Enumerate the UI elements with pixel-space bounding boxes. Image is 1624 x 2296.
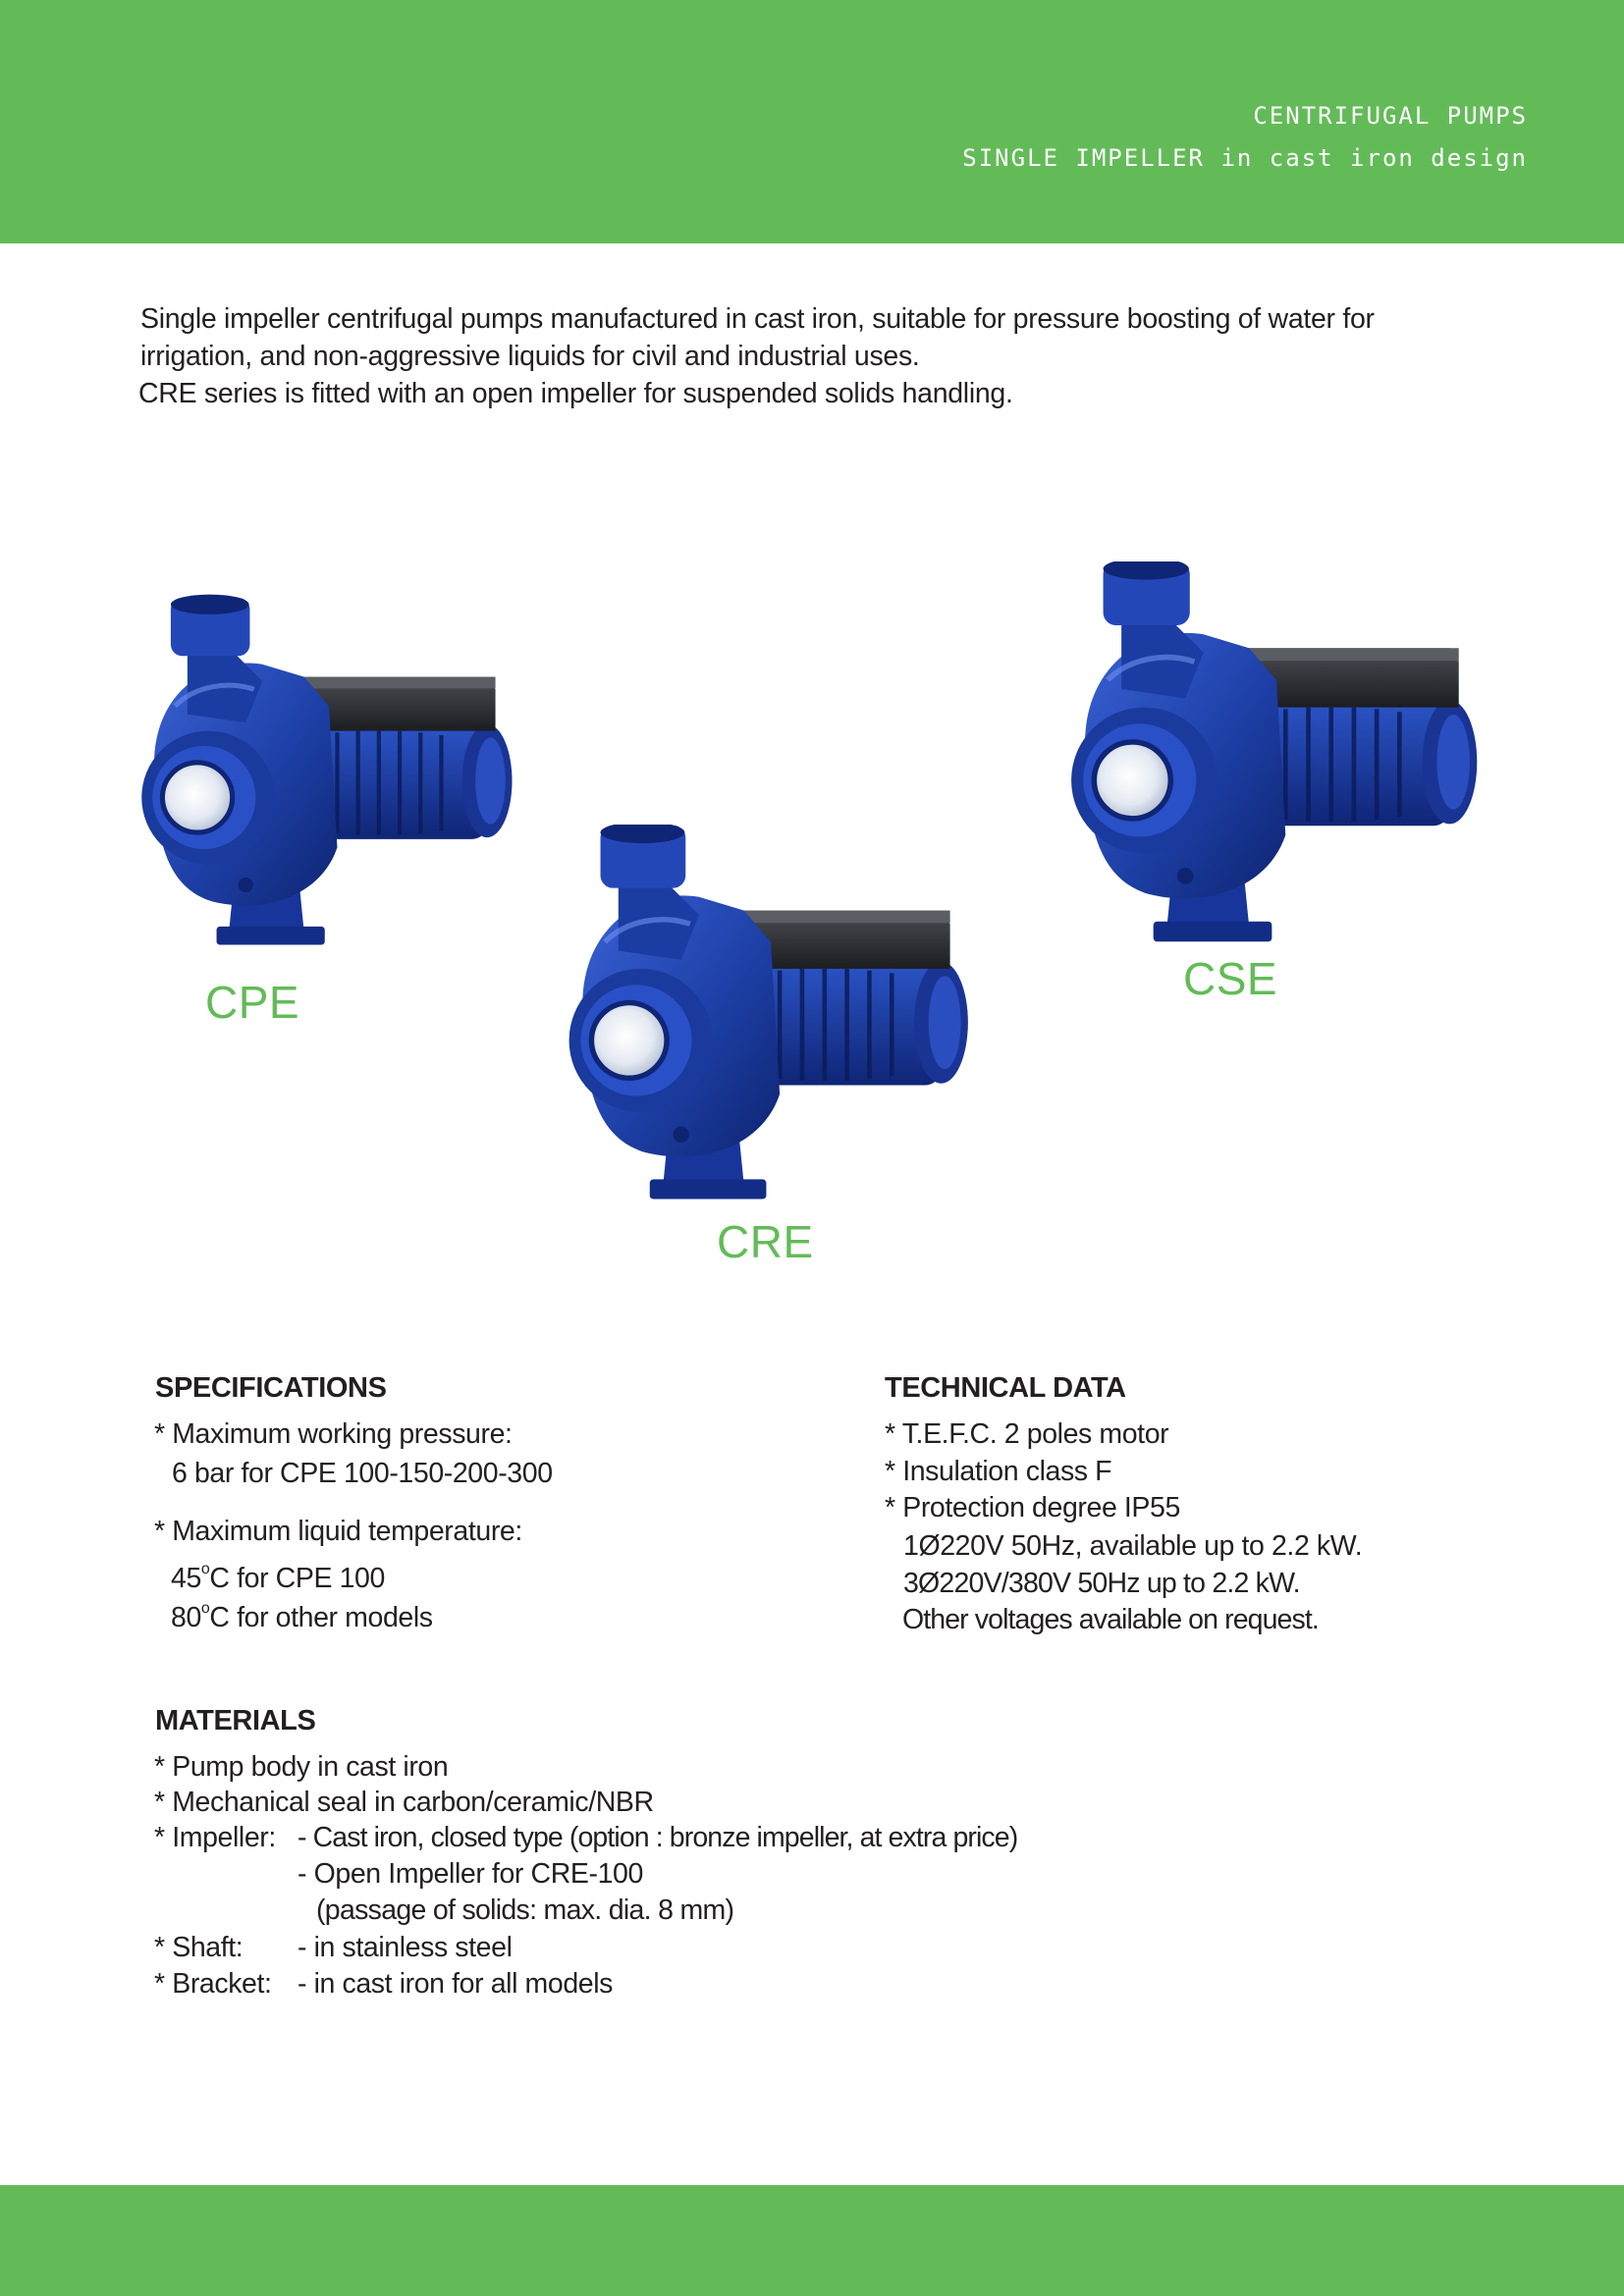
spec-line: * Maximum working pressure: [154,1418,513,1450]
material-line: * Mechanical seal in carbon/ceramic/NBR [154,1787,654,1818]
intro-paragraph [140,300,1515,412]
header-title: CENTRIFUGAL PUMPS [1253,102,1528,130]
footer-band [0,2185,1624,2296]
pump-label-cse: CSE [1183,953,1278,1004]
temperature-text: C for other models [209,1602,433,1633]
pump-cse-illustration [1065,561,1488,944]
pump-cpe-illustration [137,561,520,984]
spec-line [171,1561,385,1595]
header-subtitle: SINGLE IMPELLER in cast iron design [962,144,1528,172]
material-line: (passage of solids: max. dia. 8 mm) [316,1895,734,1926]
tech-line: 1Ø220V 50Hz, available up to 2.2 kW. [903,1530,1363,1562]
pump-image-cpe [137,561,520,984]
pump-cre-illustration [565,825,977,1202]
temperature-text: C for CPE 100 [209,1563,385,1594]
header-band [0,0,1624,243]
technical-data-title: TECHNICAL DATA [885,1372,1126,1404]
material-line: - Open Impeller for CRE-100 [298,1858,643,1890]
material-label: * Impeller: [154,1822,276,1853]
tech-line: * Protection degree IP55 [885,1492,1180,1523]
degree-mark: o [200,1600,210,1617]
temperature-value: 80 [171,1602,201,1633]
intro-line: Single impeller centrifugal pumps manufactured in cast iron, suitable for pressure boosting of water for [140,303,1375,335]
pump-label-cpe: CPE [205,977,300,1028]
pump-image-cse [1065,561,1488,944]
specifications-title: SPECIFICATIONS [155,1372,387,1404]
materials-title: MATERIALS [155,1705,316,1736]
spec-line: * Maximum liquid temperature: [154,1516,522,1547]
spec-line [171,1600,433,1634]
spec-line: 6 bar for CPE 100-150-200-300 [172,1458,553,1489]
intro-line: CRE series is fitted with an open impeller for suspended solids handling. [138,378,1013,409]
intro-line: irrigation, and non-aggressive liquids for civil and industrial uses. [140,341,920,372]
pump-label-cre: CRE [717,1216,814,1267]
pump-image-cre [565,825,977,1202]
material-label: * Bracket: [154,1968,272,2000]
material-line: - in cast iron for all models [298,1968,614,2000]
material-line: * Pump body in cast iron [154,1751,449,1783]
degree-mark: o [200,1561,210,1577]
tech-line: Other voltages available on request. [902,1604,1319,1635]
material-line: - Cast iron, closed type (option : bronze impeller, at extra price) [298,1822,1018,1853]
tech-line: * Insulation class F [885,1456,1112,1487]
temperature-value: 45 [171,1563,201,1594]
material-line: - in stainless steel [298,1932,513,1963]
material-label: * Shaft: [154,1932,244,1963]
tech-line: * T.E.F.C. 2 poles motor [885,1418,1169,1450]
tech-line: 3Ø220V/380V 50Hz up to 2.2 kW. [903,1568,1300,1599]
